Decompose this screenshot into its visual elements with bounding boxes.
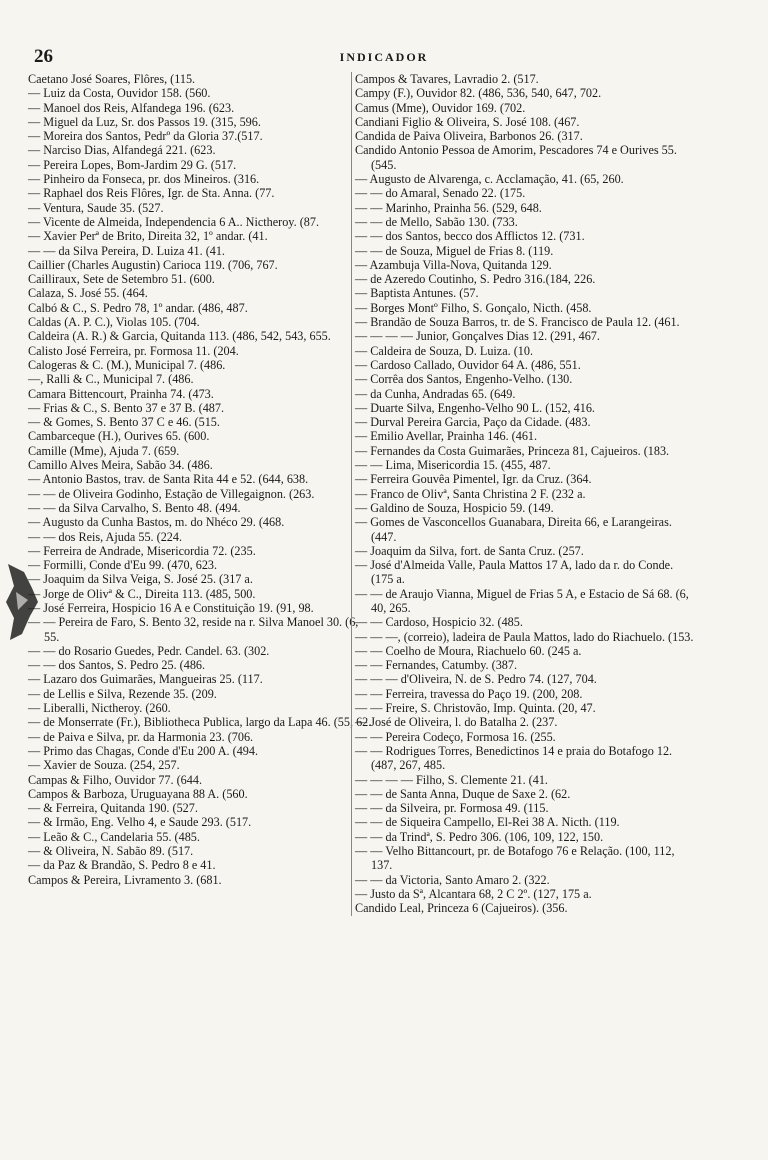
directory-entry: — Miguel da Luz, Sr. dos Passos 19. (315, 596.	[28, 114, 261, 129]
directory-entry: Campas & Filho, Ouvidor 77. (644.	[28, 772, 203, 787]
directory-entry: — Formilli, Conde d'Eu 99. (470, 623.	[28, 558, 218, 573]
directory-entry: — — Lima, Misericordia 15. (455, 487.	[355, 458, 551, 473]
directory-entry: — — da Victoria, Santo Amaro 2. (322.	[355, 872, 550, 887]
directory-entry: — Jorge de Olivª & C., Direita 113. (485, 500.	[28, 586, 256, 601]
directory-entry: Calbó & C., S. Pedro 78, 1º andar. (486, 487.	[28, 300, 248, 315]
directory-entry: Candiani Figlio & Oliveira, S. José 108. (467.	[355, 114, 580, 129]
directory-entry: — Pereira Lopes, Bom-Jardim 29 G. (517.	[28, 157, 237, 172]
directory-entry: — — de Souza, Miguel de Frias 8. (119.	[355, 243, 554, 258]
directory-entry: — Raphael dos Reis Flôres, Igr. de Sta. Anna. (77.	[28, 186, 275, 201]
directory-entry: — — de Siqueira Campello, El-Rei 38 A. Nicth. (119.	[355, 815, 620, 830]
directory-entry: Candida de Paiva Oliveira, Barbonos 26. (317.	[355, 129, 583, 144]
directory-entry: — Leão & C., Candelaria 55. (485.	[28, 829, 200, 844]
directory-entry: — — da Trindª, S. Pedro 306. (106, 109, 122, 150.	[355, 829, 604, 844]
directory-entry: — Baptista Antunes. (57.	[355, 286, 479, 301]
directory-entry: — Ferreira Gouvêa Pimentel, Igr. da Cruz. (364.	[355, 472, 592, 487]
directory-entry: — Vicente de Almeida, Independencia 6 A.. Nictheroy. (87.	[28, 214, 319, 229]
directory-entry: — — — — Junior, Gonçalves Dias 12. (291, 467.	[355, 329, 600, 344]
left-column	[28, 72, 372, 887]
directory-entry: — Xavier Perª de Brito, Direita 32, 1º andar. (41.	[28, 229, 268, 244]
directory-entry: — — de Santa Anna, Duque de Saxe 2. (62.	[355, 786, 571, 801]
directory-entry: — Franco de Olivª, Santa Christina 2 F. (232 a.	[355, 486, 586, 501]
directory-entry: — & Irmão, Eng. Velho 4, e Saude 293. (517.	[28, 815, 252, 830]
directory-entry: — Pinheiro da Fonseca, pr. dos Mineiros. (316.	[28, 172, 260, 187]
directory-entry: — Narciso Dias, Alfandegá 221. (623.	[28, 143, 216, 158]
directory-entry: — — da Silva Carvalho, S. Bento 48. (494.	[28, 500, 241, 515]
directory-entry: Camille (Mme), Ajuda 7. (659.	[28, 443, 180, 458]
directory-entry: — José de Oliveira, l. do Batalha 2. (237.	[355, 715, 558, 730]
directory-entry: — — de Mello, Sabão 130. (733.	[355, 214, 518, 229]
directory-entry: — Lazaro dos Guimarães, Mangueiras 25. (117.	[28, 672, 263, 687]
directory-entry: — de Azeredo Coutinho, S. Pedro 316.(184, 226.	[355, 272, 596, 287]
directory-entry: Campos & Barboza, Uruguayana 88 A. (560.	[28, 786, 248, 801]
directory-entry: — Galdino de Souza, Hospicio 59. (149.	[355, 500, 554, 515]
directory-entry: — Ventura, Saude 35. (527.	[28, 200, 164, 215]
directory-entry: — Fernandes da Costa Guimarães, Princeza 81, Cajueiros. (183.	[355, 443, 670, 458]
directory-entry: — de Lellis e Silva, Rezende 35. (209.	[28, 686, 217, 701]
directory-entry: — José d'Almeida Valle, Paula Mattos 17 A, lado da r. do Conde. (175 a.	[355, 558, 674, 587]
directory-entry: — Borges Montº Filho, S. Gonçalo, Nicth. (458.	[355, 300, 592, 315]
directory-entry: Camus (Mme), Ouvidor 169. (702.	[355, 100, 526, 115]
directory-entry: — — dos Santos, S. Pedro 25. (486.	[28, 658, 206, 673]
directory-entry: — Manoel dos Reis, Alfandega 196. (623.	[28, 100, 235, 115]
directory-entry: — Brandão de Souza Barros, tr. de S. Francisco de Paula 12. (461.	[355, 315, 680, 330]
directory-entry: — Duarte Silva, Engenho-Velho 90 L. (152, 416.	[355, 400, 595, 415]
directory-entry: — Augusto de Alvarenga, c. Acclamação, 41. (65, 260.	[355, 172, 624, 187]
directory-entry: — — Coelho de Moura, Riachuelo 60. (245 a.	[355, 643, 582, 658]
directory-entry: — Justo da Sª, Alcantara 68, 2 C 2º. (127, 175 a.	[355, 886, 592, 901]
page-number: 26	[34, 46, 53, 67]
directory-entry: — — do Rosario Guedes, Pedr. Candel. 63. (302.	[28, 643, 270, 658]
directory-entry: — — Cardoso, Hospicio 32. (485.	[355, 615, 523, 630]
directory-entry: — de Monserrate (Fr.), Bibliotheca Publica, largo da Lapa 46. (55, 62.	[28, 715, 372, 730]
directory-entry: Caillier (Charles Augustin) Carioca 119. (706, 767.	[28, 257, 278, 272]
directory-entry: Camillo Alves Meira, Sabão 34. (486.	[28, 458, 213, 473]
right-column	[351, 72, 695, 916]
directory-entry: — — dos Santos, becco dos Afflictos 12. (731.	[355, 229, 585, 244]
directory-entry: — Augusto da Cunha Bastos, m. do Nhéco 29. (468.	[28, 515, 285, 530]
directory-entry: — — de Araujo Vianna, Miguel de Frias 5 A, e Estacio de Sá 68. (6, 40, 265.	[355, 586, 689, 615]
directory-entry: — — — — Filho, S. Clemente 21. (41.	[355, 772, 548, 787]
directory-entry: Candido Antonio Pessoa de Amorim, Pescadores 74 e Ourives 55. (545.	[355, 143, 677, 172]
directory-entry: Calisto José Ferreira, pr. Formosa 11. (204.	[28, 343, 239, 358]
directory-entry: — — Rodrigues Torres, Benedictinos 14 e praia do Botafogo 12. (487, 267, 485.	[355, 743, 673, 773]
directory-entry: — Cardoso Callado, Ouvidor 64 A. (486, 551.	[355, 357, 581, 372]
directory-entry: — Xavier de Souza. (254, 257.	[28, 758, 180, 773]
directory-entry: Cambarceque (H.), Ourives 65. (600.	[28, 429, 210, 444]
directory-entry: — — dos Reis, Ajuda 55. (224.	[28, 529, 183, 544]
running-head: INDICADOR	[339, 50, 429, 64]
directory-entry: — — Marinho, Prainha 56. (529, 648.	[355, 200, 542, 215]
directory-entry: — José Ferreira, Hospicio 16 A e Constituição 19. (91, 98.	[28, 600, 314, 615]
directory-entry: — Joaquim da Silva, fort. de Santa Cruz. (257.	[355, 543, 584, 558]
directory-entry: — Luiz da Costa, Ouvidor 158. (560.	[28, 86, 211, 101]
directory-entry: — — Freire, S. Christovão, Imp. Quinta. (20, 47.	[355, 701, 596, 716]
directory-entry: — Moreira dos Santos, Pedrº da Gloria 37.(517.	[28, 129, 263, 144]
directory-entry: — Caldeira de Souza, D. Luiza. (10.	[355, 343, 534, 358]
directory-entry: —, Ralli & C., Municipal 7. (486.	[28, 372, 194, 387]
directory-entry: Caldas (A. P. C.), Violas 105. (704.	[28, 315, 200, 330]
directory-entry: — — Fernandes, Catumby. (387.	[355, 658, 518, 673]
directory-entry: — Liberalli, Nictheroy. (260.	[28, 701, 171, 716]
directory-entry: — Antonio Bastos, trav. de Santa Rita 44 e 52. (644, 638.	[28, 472, 309, 487]
directory-entry: Caldeira (A. R.) & Garcia, Quitanda 113. (486, 542, 543, 655.	[28, 329, 331, 344]
directory-entry: — Ferreira de Andrade, Misericordia 72. (235.	[28, 543, 256, 558]
directory-entry: — — Pereira Codeço, Formosa 16. (255.	[355, 729, 556, 744]
directory-entry: — — —, (correio), ladeira de Paula Mattos, lado do Riachuelo. (153.	[355, 629, 694, 644]
directory-entry: Cailliraux, Sete de Setembro 51. (600.	[28, 272, 215, 287]
directory-entry: Calaza, S. José 55. (464.	[28, 286, 148, 301]
directory-entry: — & Ferreira, Quitanda 190. (527.	[28, 801, 198, 816]
directory-entry: — — da Silva Pereira, D. Luiza 41. (41.	[28, 243, 225, 258]
directory-entry: — — de Oliveira Godinho, Estação de Villegaignon. (263.	[28, 486, 315, 501]
directory-entry: — da Paz & Brandão, S. Pedro 8 e 41.	[28, 858, 216, 873]
directory-entry: Caetano José Soares, Flôres, (115.	[28, 72, 196, 86]
directory-entry: Campos & Pereira, Livramento 3. (681.	[28, 872, 222, 887]
directory-entry: — — Velho Bittancourt, pr. de Botafogo 76 e Relação. (100, 112, 137.	[355, 844, 675, 873]
directory-entry: — & Gomes, S. Bento 37 C e 46. (515.	[28, 415, 220, 430]
directory-entry: — Gomes de Vasconcellos Guanabara, Direita 66, e Larangeiras. (447.	[355, 515, 672, 544]
directory-entry: — — Pereira de Faro, S. Bento 32, reside na r. Silva Manoel 30. (6, 55.	[28, 615, 359, 644]
directory-entry: — Primo das Chagas, Conde d'Eu 200 A. (494.	[28, 743, 259, 758]
directory-entry: — Durval Pereira Garcia, Paço da Cidade. (483.	[355, 415, 591, 430]
directory-entry: — — do Amaral, Senado 22. (175.	[355, 186, 526, 201]
directory-entry: — da Cunha, Andradas 65. (649.	[355, 386, 516, 401]
directory-entry: — Azambuja Villa-Nova, Quitanda 129.	[355, 257, 552, 272]
directory-entry: Campy (F.), Ouvidor 82. (486, 536, 540, 647, 702.	[355, 86, 602, 101]
directory-entry: — & Oliveira, N. Sabão 89. (517.	[28, 844, 194, 859]
directory-entry: Calogeras & C. (M.), Municipal 7. (486.	[28, 357, 226, 372]
directory-entry: — Joaquim da Silva Veiga, S. José 25. (317 a.	[28, 572, 253, 587]
directory-entry: Camara Bittencourt, Prainha 74. (473.	[28, 386, 214, 401]
directory-entry: — — da Silveira, pr. Formosa 49. (115.	[355, 801, 549, 816]
directory-entry: — — — d'Oliveira, N. de S. Pedro 74. (127, 704.	[355, 672, 597, 687]
directory-entry: — Corrêa dos Santos, Engenho-Velho. (130.	[355, 372, 573, 387]
directory-entry: — Emilio Avellar, Prainha 146. (461.	[355, 429, 538, 444]
directory-entry: Campos & Tavares, Lavradio 2. (517.	[355, 72, 539, 86]
directory-entry: Candido Leal, Princeza 6 (Cajueiros). (356.	[355, 901, 568, 916]
directory-entry: — Frias & C., S. Bento 37 e 37 B. (487.	[28, 400, 225, 415]
directory-entry: — — Ferreira, travessa do Paço 19. (200, 208.	[355, 686, 583, 701]
directory-entry: — de Paiva e Silva, pr. da Harmonia 23. (706.	[28, 729, 254, 744]
